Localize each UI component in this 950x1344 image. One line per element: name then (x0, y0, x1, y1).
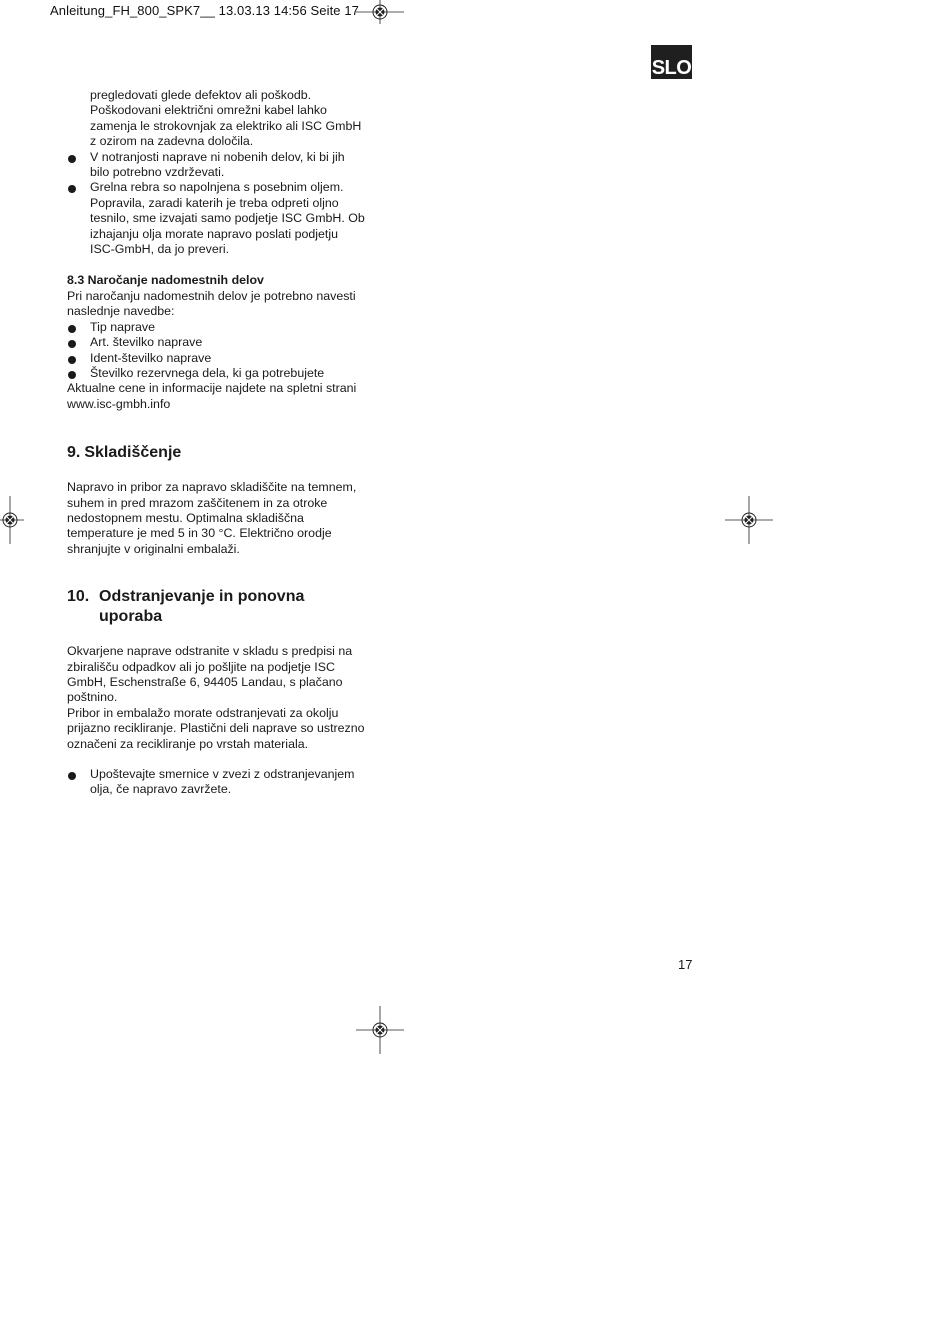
section-title-line: uporaba (99, 608, 163, 626)
list-item-text: Številko rezervnega dela, ki ga potrebujete (90, 365, 325, 380)
text-line: zamenja le strokovnjak za elektriko ali ISC GmbH (90, 118, 362, 133)
list-item-text: Art. številko naprave (90, 335, 203, 350)
registration-mark-top-icon (356, 0, 404, 24)
bullet-item (67, 150, 377, 181)
section-title-line: Odstranjevanje in ponovna (99, 588, 305, 606)
text-line: Upoštevajte smernice v zvezi z odstranjevanjem (90, 767, 355, 781)
text-line: Popravila, zaradi katerih je treba odpreti oljno (90, 195, 339, 210)
section-number: 9. (67, 444, 81, 462)
text-line: suhem in pred mrazom zaščitenem in za otroke (67, 495, 328, 510)
list-item-text: Ident-številko naprave (90, 350, 212, 365)
bullet-item (67, 180, 377, 257)
text-line: izhajanju olja morate napravo poslati podjetju (90, 226, 338, 241)
page-number: 17 (678, 957, 693, 972)
section-number: 10. (67, 588, 90, 606)
text-line: Grelna rebra so napolnjena s posebnim oljem. (90, 180, 344, 195)
text-line: pregledovati glede defektov ali poškodb. (90, 88, 312, 102)
list-item-text: Tip naprave (90, 319, 155, 334)
list-item (67, 320, 377, 335)
text-line: Okvarjene naprave odstranite v skladu s predpisi na (67, 644, 353, 659)
text-line: ISC-GmbH, da jo preveri. (90, 242, 230, 257)
print-slug-line: Anleitung_FH_800_SPK7__ 13.03.13 14:56 Seite 17 (50, 3, 359, 18)
list-item (67, 351, 377, 366)
text-line: nedostopnem mestu. Optimalna skladiščna (67, 510, 304, 525)
main-text-column (67, 88, 377, 798)
intro-continuation (67, 88, 377, 150)
registration-mark-bottom-icon (356, 1006, 404, 1054)
section-10-heading (67, 587, 377, 627)
text-line: GmbH, Eschenstraße 6, 94405 Landau, s plačano (67, 674, 343, 689)
text-line: zbirališču odpadkov ali jo pošljite na podjetje ISC (67, 659, 335, 674)
text-line: poštnino. (67, 690, 118, 705)
text-line: tesnilo, sme izvajati samo podjetje ISC GmbH. Ob (90, 211, 365, 226)
text-line: V notranjosti naprave ni nobenih delov, ki bi jih (90, 149, 345, 164)
language-badge: SLO (651, 45, 692, 79)
text-line: prijazno recikliranje. Plastični deli naprave so ustrezno (67, 721, 365, 736)
list-item (67, 335, 377, 350)
website-link[interactable]: www.isc-gmbh.info (67, 396, 171, 411)
text-line: Aktualne cene in informacije najdete na spletni strani (67, 381, 357, 396)
list-item (67, 366, 377, 381)
section-title: Skladiščenje (84, 444, 182, 462)
text-line: bilo potrebno vzdrževati. (90, 165, 225, 180)
text-line: naslednje navedbe: (67, 304, 175, 319)
text-line: olja, če napravo zavržete. (90, 782, 232, 797)
text-line: shranjujte v originalni embalaži. (67, 541, 240, 556)
bullet-item (67, 767, 377, 798)
text-line: Poškodovani električni omrežni kabel lahko (90, 103, 327, 118)
text-line: Pri naročanju nadomestnih delov je potrebno navesti (67, 288, 356, 303)
registration-mark-right-icon (725, 496, 773, 544)
text-line: z ozirom na zadevna določila. (90, 134, 254, 149)
text-line: Pribor in embalažo morate odstranjevati za okolju (67, 705, 339, 720)
section-8-3-heading: 8.3 Naročanje nadomestnih delov (67, 273, 264, 288)
text-line: temperature je med 5 in 30 °C. Električno orodje (67, 526, 332, 541)
text-line: označeni za recikliranje po vrstah materiala. (67, 736, 309, 751)
registration-mark-left-icon (0, 496, 24, 544)
section-9-heading (67, 443, 377, 463)
text-line: Napravo in pribor za napravo skladiščite na temnem, (67, 480, 357, 495)
